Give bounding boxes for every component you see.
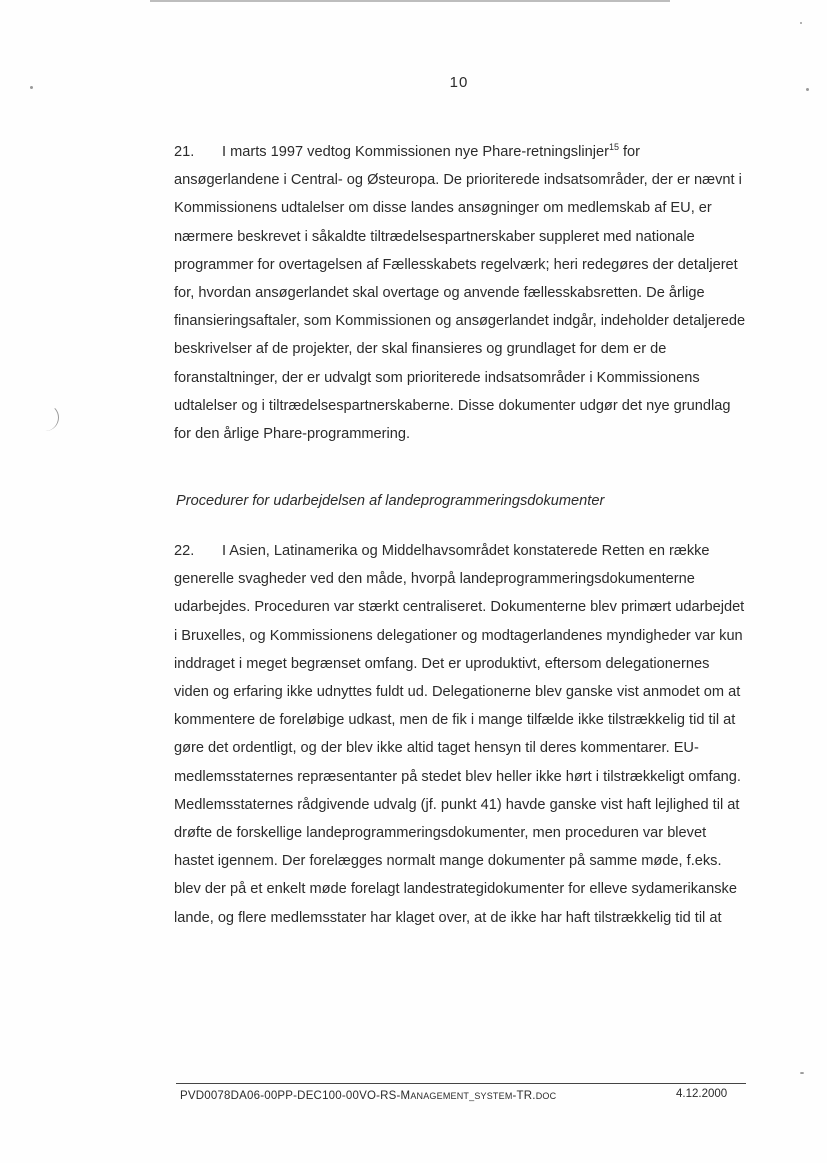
paragraph-text: I Asien, Latinamerika og Middelhavsområdet konstaterede Retten en række generelle svagheder ved den måde, hvorpå landeprogrammeringsdokumenterne udarbejdes. Proceduren var stærkt centraliseret. Dokumenterne blev primært udarbejdet i Bruxelles, og Kommissionens delegationer og modtagerlandenes myndigheder var kun inddraget i meget begrænset omfang. Det er uproduktivt, eftersom delegationernes viden og erfaring ikke udnyttes fuldt ud. Delegationerne blev ganske vist anmodet om at kommentere de foreløbige udkast, men de fik i mange tilfælde ikke tilstrækkelig tid til at gøre det ordentligt, og der blev ikke altid taget hensyn til deres kommentarer. EU-medlemsstaternes repræsentanter på stedet blev heller ikke hørt i tilstrækkeligt omfang. Medlemsstaternes rådgivende udvalg (jf. punkt 41) havde ganske vist haft lejlighed til at drøfte de forskellige landeprogrammeringsdokumenter, men proceduren var blevet hastet igennem. Der forelægges normalt mange dokumenter på samme møde, f.eks. blev der på et enkelt møde forelagt landestrategidokumenter for elleve sydamerikanske lande, og flere medlemsstater har klaget over, at de ikke har haft tilstrækkelig tid til at [174, 543, 745, 926]
page-number: 10 [449, 74, 469, 91]
paragraph-text: I marts 1997 vedtog Kommissionen nye Phare-retningslinjer [222, 144, 609, 160]
doc-ref-part: -TR. [512, 1090, 536, 1102]
paragraph-number: 21. [174, 144, 195, 160]
section-heading: Procedurer for udarbejdelsen af landeprogrammeringsdokumenter [176, 493, 605, 509]
doc-ref-part: DOC [535, 1091, 557, 1101]
footer-document-reference [180, 1090, 556, 1102]
paragraph-22 [174, 537, 746, 932]
doc-ref-part: ANAGEMENT_SYSTEM [410, 1091, 513, 1101]
footer-date: 4.12.2000 [676, 1088, 728, 1100]
footnote-reference: 15 [608, 142, 619, 153]
scan-edge-line [150, 0, 670, 2]
footer-divider [176, 1083, 746, 1084]
doc-ref-part: PVD0078DA06-00PP-DEC100-00VO-RS-M [180, 1090, 411, 1102]
scan-speck [800, 22, 802, 24]
paragraph-text: for ansøgerlandene i Central- og Østeuropa. De prioriterede indsatsområder, der er nævnt i Kommissionens udtalelser om disse landes ansøgninger om medlemskab af EU, er nærmere beskrevet i såkaldte tiltrædelsespartnerskaber suppleret med nationale programmer for overtagelsen af Fællesskabets regelværk; heri redegøres der detaljeret for, hvordan ansøgerlandet skal overtage og anvende fællesskabsretten. De årlige finansieringsaftaler, som Kommissionen og ansøgerlandet indgår, indeholder detaljerede beskrivelser af de projekter, der skal finansieres og grundlaget for dem er de foranstaltninger, der er udvalgt som prioriterede indsatsområder i Kommissionens udtalelser og i tiltrædelsespartnerskaberne. Disse dokumenter udgør det nye grundlag for den årlige Phare-programmering. [174, 144, 746, 443]
scan-margin-mark [42, 404, 59, 431]
paragraph-21 [174, 138, 746, 448]
scan-speck [800, 1072, 804, 1074]
paragraph-number: 22. [174, 543, 195, 559]
